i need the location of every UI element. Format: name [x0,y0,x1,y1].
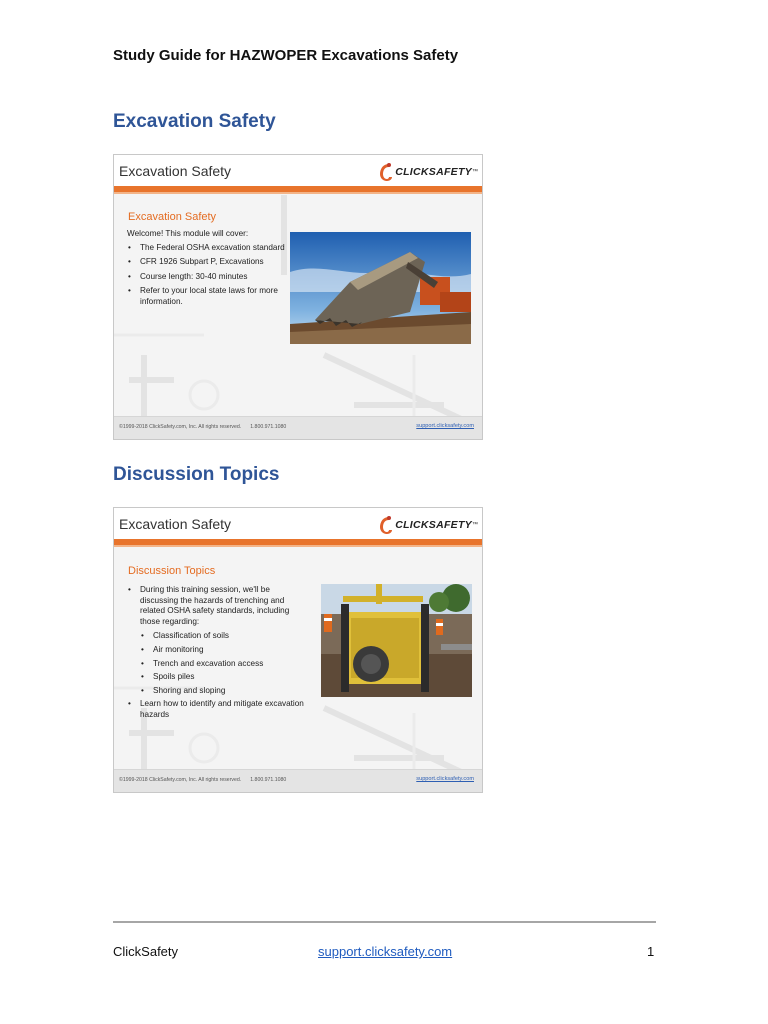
footer-divider [113,921,656,923]
logo-trademark: ™ [472,169,478,175]
slide-intro: Welcome! This module will cover: [127,229,249,238]
slide-header-title: Excavation Safety [119,516,232,532]
slide-excavation-safety [113,154,483,440]
footer-support-link[interactable]: support.clicksafety.com [318,944,453,959]
slide-bullet-list [127,243,295,308]
page-number: 1 [647,944,655,959]
slide-copyright [119,777,286,783]
slide-body [127,229,295,312]
slide-sub-bullet: • Classification of soils [127,631,307,642]
slide-bullet: • Refer to your local state laws for more information. [127,286,295,307]
slide-copyright [119,424,286,430]
slide-support-link[interactable]: support.clicksafety.com [416,423,474,429]
logo-text: CLICKSAFETY [395,519,472,531]
slide-header [114,508,482,541]
slide-orange-stripe-light [114,192,482,194]
slide-sub-bullet: • Trench and excavation access [127,659,307,670]
slide-phone: 1.800.971.1080 [250,424,287,430]
trench-shoring-photo [321,584,472,697]
clicksafety-logo [379,161,478,183]
slide-bullet-list [127,585,307,721]
slide-footer [114,769,482,792]
slide-copyright-text: ©1999-2018 ClickSafety.com, Inc. All rights reserved. [119,777,242,783]
slide-phone: 1.800.971.1080 [250,777,287,783]
clicksafety-logo-mark-icon [379,515,393,535]
slide-sub-bullet: • Shoring and sloping [127,686,307,697]
slide-header [114,155,482,188]
excavator-bucket-photo [290,232,471,344]
clicksafety-logo [379,514,478,536]
section-heading-discussion-topics: Discussion Topics [113,464,280,485]
slide-heading: Excavation Safety [128,211,217,223]
logo-text: CLICKSAFETY [395,166,472,178]
slide-body [127,585,307,725]
slide-bullet: • CFR 1926 Subpart P, Excavations [127,257,295,268]
slide-bullet: • The Federal OSHA excavation standard [127,243,295,254]
section-heading-excavation-safety: Excavation Safety [113,111,276,132]
slide-orange-stripe-light [114,545,482,547]
slide-sub-bullet: • Spoils piles [127,672,307,683]
slide-sub-bullet: • Air monitoring [127,645,307,656]
clicksafety-logo-mark-icon [379,162,393,182]
slide-bullet: • During this training session, we'll be discussing the hazards of trenching and related OSHA safety standards, including those regarding: [127,585,307,627]
logo-trademark: ™ [472,522,478,528]
document-title: Study Guide for HAZWOPER Excavations Safety [113,47,459,64]
slide-bullet: • Course length: 30-40 minutes [127,272,295,283]
slide-footer [114,416,482,439]
slide-copyright-text: ©1999-2018 ClickSafety.com, Inc. All rights reserved. [119,424,242,430]
slide-header-title: Excavation Safety [119,163,232,179]
slide-support-link[interactable]: support.clicksafety.com [416,776,474,782]
slide-discussion-topics [113,507,483,793]
slide-heading: Discussion Topics [128,565,216,577]
footer-company: ClickSafety [113,944,179,959]
slide-bullet: • Learn how to identify and mitigate excavation hazards [127,699,307,720]
